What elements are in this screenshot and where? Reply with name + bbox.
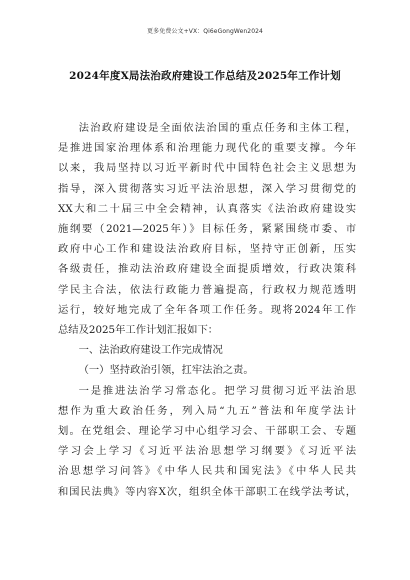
intro-line: 学民主合法，依法行政能力普遍提高，行政权力规范透明 [58, 283, 356, 296]
document-body [58, 118, 356, 502]
body-line: 划。在党组会、理论学习中心组学习会、干部职工会、专题 [58, 425, 356, 438]
body-line: 治思想学习问答》《中华人民共和国宪法》《中华人民共 [58, 465, 356, 478]
header-promo-note: 更多免费公文+VX：Qi6eGongWen2024 [147, 28, 263, 35]
body-line: 学习会上学习《习近平法治思想学习纲要》《习近平法 [58, 445, 356, 458]
intro-line: 指导，深入贯彻落实习近平法治思想，深入学习贯彻党的 [58, 182, 356, 195]
intro-line: 总结及2025年工作计划汇报如下： [58, 324, 219, 337]
body-line: 想作为重大政治任务，列入局“九五”普法和年度学法计 [58, 404, 356, 417]
intro-line: 政府中心工作和建设法治政府目标，坚持守正创新，压实 [58, 243, 356, 256]
intro-line: 各级责任，推动法治政府建设全面提质增效，行政决策科 [58, 263, 356, 276]
body-line: 一是推进法治学习常态化。把学习贯彻习近平法治思 [78, 384, 356, 397]
document-title: 2024年度X局法治政府建设工作总结及2025年工作计划 [69, 70, 341, 82]
intro-line: 运行，较好地完成了全年各项工作任务。现将2024年工作 [58, 303, 356, 316]
intro-line: 是推进国家治理体系和治理能力现代化的重要支撑。今年 [58, 142, 356, 155]
section-heading-1: 一、法治政府建设工作完成情况 [78, 344, 223, 357]
body-line: 和国民法典》等内容X次，组织全体干部职工在线学法考试， [58, 485, 356, 498]
section-heading-2: （一）坚持政治引领，扛牢法治之责。 [78, 364, 254, 377]
paragraph-study [58, 381, 356, 502]
intro-line: 施纲要（2021—2025年）》目标任务，紧紧围绕市委、市 [58, 223, 356, 236]
intro-paragraph [58, 118, 356, 340]
intro-line: XX大和二十届三中全会精神，认真落实《法治政府建设实 [58, 202, 356, 215]
intro-line: 以来，我局坚持以习近平新时代中国特色社会主义思想为 [58, 162, 356, 175]
intro-line: 法治政府建设是全面依法治国的重点任务和主体工程， [78, 122, 356, 134]
